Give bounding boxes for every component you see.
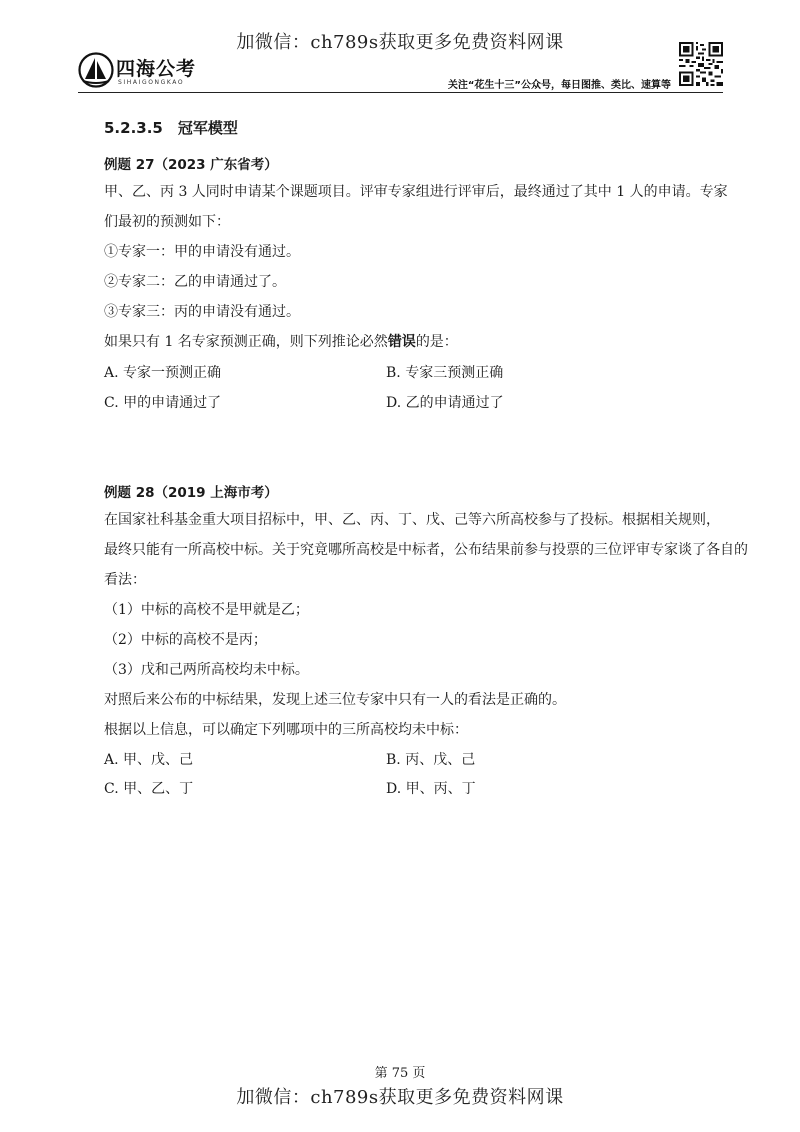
header-slogan: 关注“花生十三”公众号，每日图推、类比、速算等 bbox=[447, 80, 671, 91]
example-27-question-post: 的是： bbox=[415, 334, 458, 350]
page-header bbox=[78, 42, 723, 94]
sailboat-logo-icon bbox=[78, 52, 114, 88]
logo-subtext: SIHAIGONGKAO bbox=[118, 79, 185, 86]
example-28-premise-1: （1）中标的高校不是甲就是乙； bbox=[104, 602, 309, 618]
example-28-stem-line-1: 在国家社科基金重大项目招标中，甲、乙、丙、丁、戊、己等六所高校参与了投标。根据相关规则， bbox=[104, 512, 720, 528]
example-27-premise-3: ③专家三：丙的申请没有通过。 bbox=[104, 304, 300, 320]
example-28-question: 根据以上信息，可以确定下列哪项中的三所高校均未中标： bbox=[104, 722, 468, 738]
example-28-stem-line-3: 看法： bbox=[104, 572, 146, 588]
example-27-premise-1: ①专家一：甲的申请没有通过。 bbox=[104, 244, 300, 260]
example-28-premise-3: （3）戊和己两所高校均未中标。 bbox=[104, 662, 309, 678]
example-27-option-c: C. 甲的申请通过了 bbox=[104, 395, 222, 411]
example-27-title: 例题 27（2023 广东省考） bbox=[104, 157, 278, 173]
section-title: 5.2.3.5 冠军模型 bbox=[104, 119, 238, 137]
example-27-premise-2: ②专家二：乙的申请通过了。 bbox=[104, 274, 286, 290]
page-number: 第 75 页 bbox=[374, 1066, 426, 1081]
watermark-top: 加微信：ch789s获取更多免费资料网课 bbox=[236, 32, 564, 53]
example-27-question-pre: 如果只有 1 名专家预测正确，则下列推论必然 bbox=[104, 334, 388, 350]
example-27-option-d: D. 乙的申请通过了 bbox=[386, 395, 504, 411]
example-28-option-c: C. 甲、乙、丁 bbox=[104, 781, 194, 797]
example-28-option-a: A. 甲、戊、己 bbox=[104, 752, 194, 768]
example-27-option-a: A. 专家一预测正确 bbox=[104, 365, 222, 381]
header-divider bbox=[78, 92, 723, 93]
example-28-stem-line-2: 最终只能有一所高校中标。关于究竟哪所高校是中标者，公布结果前参与投票的三位评审专家谈了各自的 bbox=[104, 542, 748, 558]
example-28-result: 对照后来公布的中标结果，发现上述三位专家中只有一人的看法是正确的。 bbox=[104, 692, 566, 708]
example-28-title: 例题 28（2019 上海市考） bbox=[104, 485, 278, 501]
qr-code-icon bbox=[679, 42, 723, 86]
example-27-option-b: B. 专家三预测正确 bbox=[386, 365, 504, 381]
logo-text: 四海公考 bbox=[116, 58, 197, 80]
example-28-premise-2: （2）中标的高校不是丙； bbox=[104, 632, 267, 648]
example-27-stem-line-1: 甲、乙、丙 3 人同时申请某个课题项目。评审专家组进行评审后，最终通过了其中 1 人的申请。专家 bbox=[104, 184, 728, 200]
example-28-option-d: D. 甲、丙、丁 bbox=[386, 781, 476, 797]
example-28-option-b: B. 丙、戊、己 bbox=[386, 752, 476, 768]
watermark-bottom: 加微信：ch789s获取更多免费资料网课 bbox=[236, 1087, 564, 1108]
example-27-stem-line-2: 们最初的预测如下： bbox=[104, 214, 230, 230]
example-27-question-emphasis: 错误 bbox=[387, 334, 416, 350]
example-27-question bbox=[104, 332, 458, 352]
